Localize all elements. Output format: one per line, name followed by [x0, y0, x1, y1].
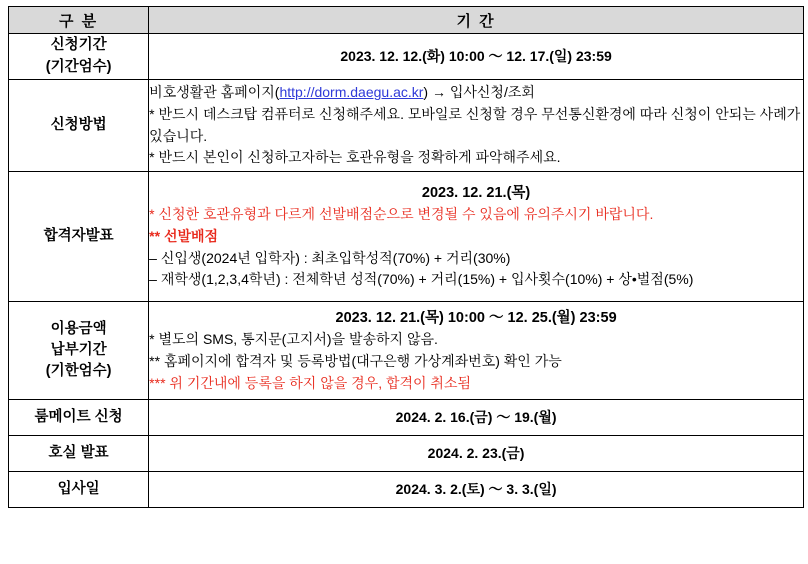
header-cell-period: 기 간	[149, 7, 804, 34]
table-row	[9, 172, 804, 302]
row-body-room-announcement: 2024. 2. 23.(금)	[149, 436, 804, 472]
homepage-line: 비호생활관 홈페이지(http://dorm.daegu.ac.kr) → 입사신청/조회	[149, 84, 535, 101]
table-header-row	[9, 7, 804, 34]
dorm-homepage-link[interactable]: http://dorm.daegu.ac.kr	[279, 84, 424, 101]
row-label-move-in-date: 입사일	[9, 472, 149, 508]
row-label-payment-period: 이용금액 납부기간 (기한엄수)	[9, 302, 149, 400]
header-cell-category: 구 분	[9, 7, 149, 34]
row-body-application-period: 2023. 12. 12.(화) 10:00 ～ 12. 17.(일) 23:59	[149, 34, 804, 80]
table-row	[9, 34, 804, 80]
table-row	[9, 400, 804, 436]
row-body-application-method: 비호생활관 홈페이지(http://dorm.daegu.ac.kr) → 입사신청/조회 * 반드시 데스크탑 컴퓨터로 신청해주세요. 모바일로 신청할 경우 무선통신환경에 따라 신청이 안되는 사례가 있습니다. * 반드시 본인이 신청하고자하는 호관유형을 정확하게 파악해주세요.	[149, 80, 804, 172]
row-body-roommate-application: 2024. 2. 16.(금) ～ 19.(월)	[149, 400, 804, 436]
table-header	[9, 7, 804, 34]
table-row	[9, 436, 804, 472]
table-row	[9, 80, 804, 172]
table-row	[9, 302, 804, 400]
row-body-payment-period: 2023. 12. 21.(목) 10:00 ～ 12. 25.(월) 23:59 * 별도의 SMS, 통지문(고지서)을 발송하지 않음. ** 홈페이지에 합격자 및 등록방법(대구은행 가상계좌번호) 확인 가능 *** 위 기간내에 등록을 하지 않을 경우, 합격이 취소됨	[149, 302, 804, 400]
row-label-room-announcement: 호실 발표	[9, 436, 149, 472]
row-body-successful-applicant-announcement: 2023. 12. 21.(목) * 신청한 호관유형과 다르게 선발배점순으로 변경될 수 있음에 유의주시기 바랍니다. ** 선발배점 – 신입생(2024년 입학자) : 최초입학성적(70%) + 거리(30%) – 재학생(1,2,3,4학년) : 전체학년 성적(70%) + 거리(15%) + 입사횟수(10%) + 상•벌점(5%)	[149, 172, 804, 302]
table-body	[9, 34, 804, 508]
row-label-application-method: 신청방법	[9, 80, 149, 172]
table-row	[9, 472, 804, 508]
dormitory-schedule-table	[8, 6, 804, 508]
row-body-move-in-date: 2024. 3. 2.(토) ～ 3. 3.(일)	[149, 472, 804, 508]
row-label-successful-applicant-announcement: 합격자발표	[9, 172, 149, 302]
row-label-roommate-application: 룸메이트 신청	[9, 400, 149, 436]
row-label-application-period: 신청기간 (기간엄수)	[9, 34, 149, 80]
